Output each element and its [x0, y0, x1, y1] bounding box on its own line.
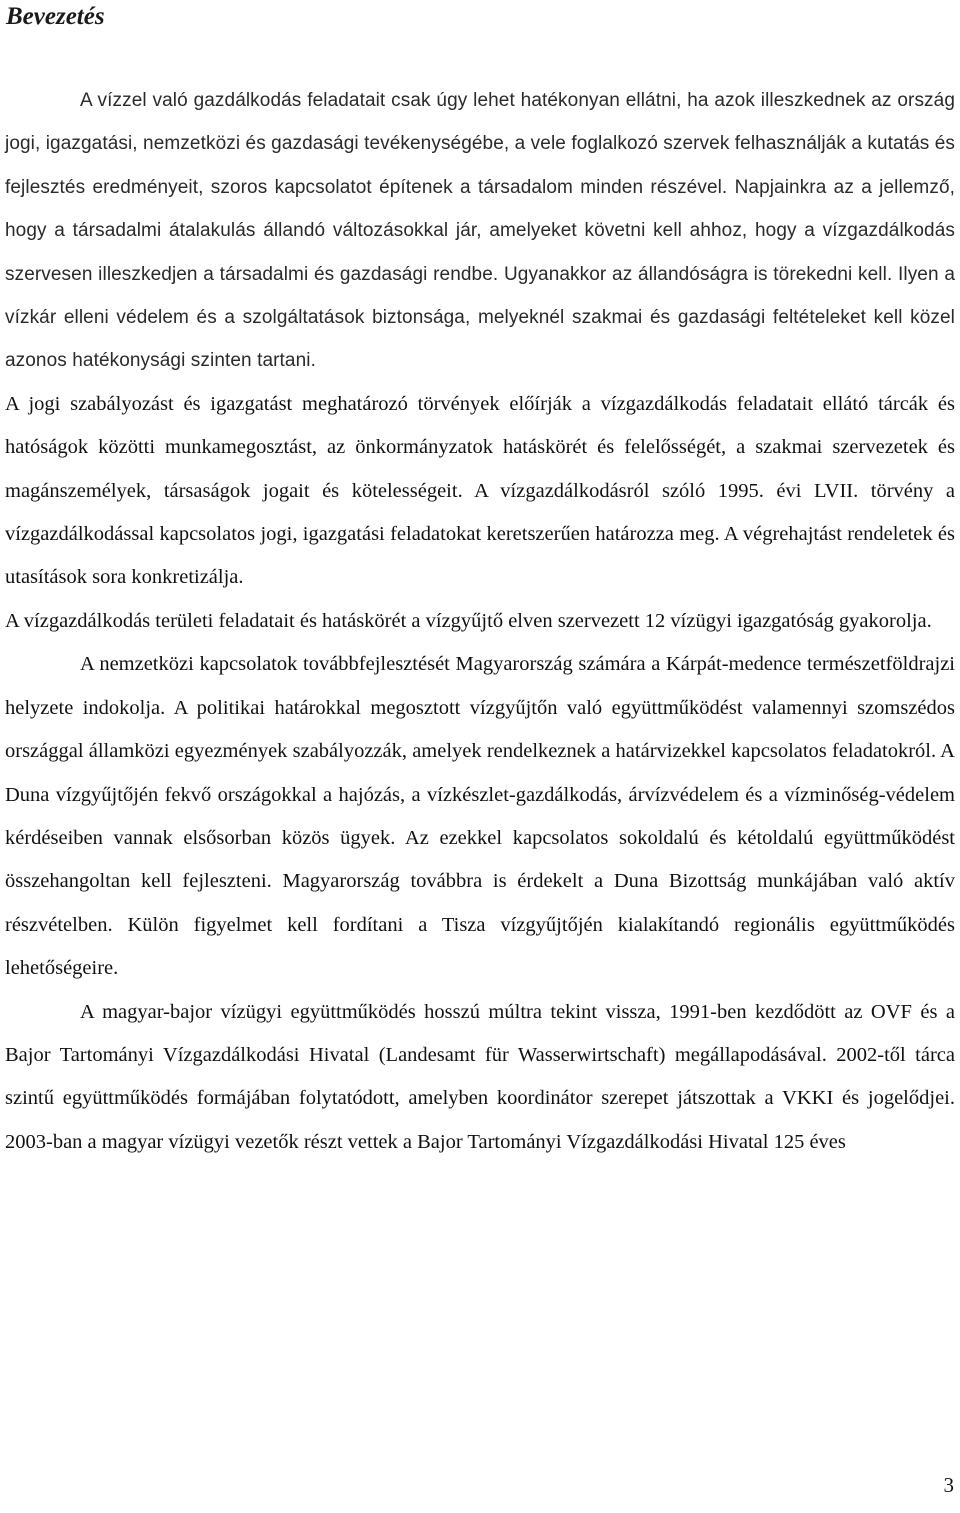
page-number: 3 [943, 1473, 954, 1497]
paragraph-intro: A vízzel való gazdálkodás feladatait csak úgy lehet hatékonyan ellátni, ha azok illeszkednek az ország jogi, igazgatási, nemzetközi és gazdasági tevékenységébe, a vele foglalkozó szervek felhasználják a kutatás és fejlesztés eredményeit, szoros kapcsolatot építenek a társadalom minden részével. Napjainkra az a jellemző, hogy a társadalmi átalakulás állandó változásokkal jár, amelyeket követni kell ahhoz, hogy a vízgazdálkodás szervesen illeszkedjen a társadalmi és gazdasági rendbe. Ugyanakkor az állandóságra is törekedni kell. Ilyen a vízkár elleni védelem és a szolgáltatások biztonsága, melyeknél szakmai és gazdasági feltételeket kell közel azonos hatékonysági szinten tartani. [5, 90, 955, 372]
document-body [5, 79, 955, 1164]
paragraph-regional-directorates: A vízgazdálkodás területi feladatait és hatáskörét a vízgyűjtő elven szervezett 12 vízügyi igazgatóság gyakorolja. [5, 609, 932, 632]
section-heading: Bevezetés [6, 3, 105, 30]
paragraph-international-relations: A nemzetközi kapcsolatok továbbfejlesztését Magyarország számára a Kárpát-medence természetföldrajzi helyzete indokolja. A politikai határokkal megosztott vízgyűjtőn való együttműködést valamennyi szomszédos országgal államközi egyezmények szabályozzák, amelyek rendelkeznek a határvizekkel kapcsolatos feladatokról. A Duna vízgyűjtőjén fekvő országokkal a hajózás, a vízkészlet-gazdálkodás, árvízvédelem és a vízminőség-védelem kérdéseiben vannak elsősorban közös ügyek. Az ezekkel kapcsolatos sokoldalú és kétoldalú együttműködést összehangoltan kell fejleszteni. Magyarország továbbra is érdekelt a Duna Bizottság munkájában való aktív részvételben. Külön figyelmet kell fordítani a Tisza vízgyűjtőjén kialakítandó regionális együttműködés lehetőségeire. [5, 653, 955, 980]
paragraph-hungarian-bavarian-cooperation: A magyar-bajor vízügyi együttműködés hosszú múltra tekint vissza, 1991-ben kezdődött az OVF és a Bajor Tartományi Vízgazdálkodási Hivatal (Landesamt für Wasserwirtschaft) megállapodásával. 2002-től tárca szintű együttműködés formájában folytatódott, amelyben koordinátor szerepet játszottak a VKKI és jogelődjei. 2003-ban a magyar vízügyi vezetők részt vettek a Bajor Tartományi Vízgazdálkodási Hivatal 125 éves [5, 1000, 955, 1153]
paragraph-legal-framework: A jogi szabályozást és igazgatást meghatározó törvények előírják a vízgazdálkodás feladatait ellátó tárcák és hatóságok közötti munkamegosztást, az önkormányzatok hatáskörét és felelősségét, a szakmai szervezetek és magánszemélyek, társaságok jogait és kötelességeit. A vízgazdálkodásról szóló 1995. évi LVII. törvény a vízgazdálkodással kapcsolatos jogi, igazgatási feladatokat keretszerűen határozza meg. A végrehajtást rendeletek és utasítások sora konkretizálja. [5, 392, 955, 589]
